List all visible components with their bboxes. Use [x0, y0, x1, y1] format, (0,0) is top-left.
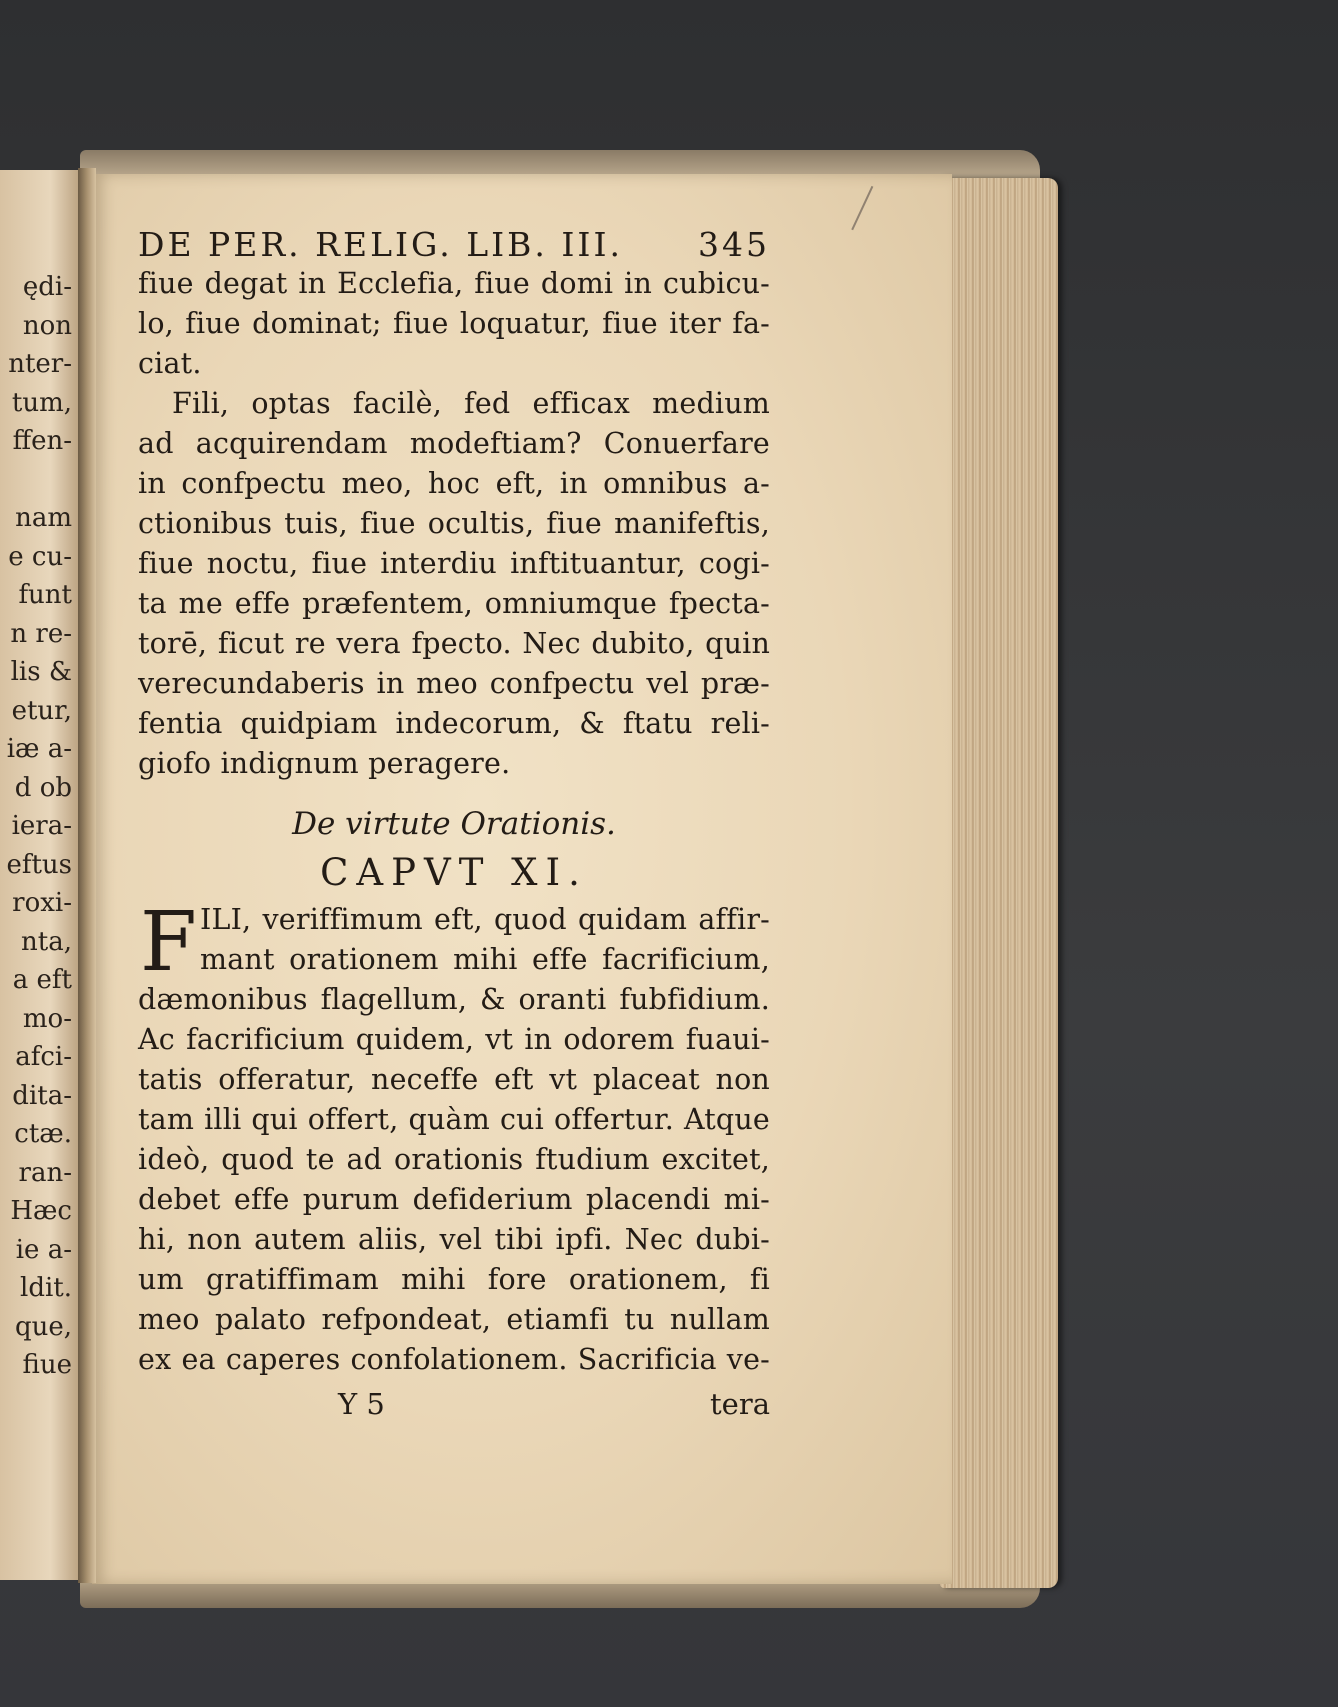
margin-fragment: mo-: [22, 1003, 72, 1034]
margin-fragment: iæ a-: [6, 734, 72, 764]
margin-fragment: Hæc: [10, 1196, 72, 1226]
text-line: meo palato refpondeat, etiamfi tu nullam: [138, 1303, 770, 1336]
drop-cap: F: [140, 895, 197, 990]
text-line: fiue noctu, fiue interdiu inftituantur, cogi-: [138, 547, 770, 580]
text-line: dæmonibus flagellum, & oranti fubfidium.: [138, 983, 770, 1016]
text-line: ex ea caperes confolationem. Sacrificia ve-: [138, 1343, 770, 1376]
text-line: hi, non autem aliis, vel tibi ipfi. Nec dubi-: [138, 1223, 770, 1256]
section-subheading: De virtute Orationis.: [292, 806, 616, 842]
text-line: giofo indignum peragere.: [138, 747, 511, 780]
text-line: um gratiffimam mihi fore orationem, fi: [138, 1263, 770, 1296]
text-line: tatis offeratur, neceffe eft vt placeat non: [138, 1063, 770, 1096]
margin-fragment: n re-: [10, 618, 72, 649]
margin-fragment: eftus: [6, 849, 72, 880]
page-number: 345: [698, 225, 770, 264]
text-line: ad acquirendam modeftiam? Conuerfare: [138, 427, 770, 460]
running-head-title: DE PER. RELIG. LIB. III.: [138, 225, 623, 264]
text-line: ILI, veriffimum eft, quod quidam affir-: [200, 903, 770, 936]
catchword: tera: [710, 1387, 770, 1421]
margin-fragment: e cu-: [8, 541, 72, 572]
margin-fragment: non: [22, 310, 72, 341]
text-line: ta me effe præfentem, omniumque fpecta-: [138, 587, 770, 620]
margin-fragment: tum,: [11, 387, 72, 418]
paragraph-fili: [138, 384, 770, 784]
text-line: lo, fiue dominat; fiue loquatur, fiue iter fa-: [138, 307, 770, 340]
chapter-heading: CAPVT XI.: [320, 851, 588, 894]
margin-fragment: fiue: [22, 1350, 72, 1380]
text-line: verecundaberis in meo confpectu vel præ-: [138, 667, 770, 700]
margin-fragment: afci-: [15, 1042, 72, 1072]
chapter-body: [138, 895, 770, 1380]
margin-fragment: nter-: [8, 349, 72, 379]
text-line: fentia quidpiam indecorum, & ftatu reli-: [138, 707, 770, 740]
text-line: ideò, quod te ad orationis ftudium excitet,: [138, 1143, 770, 1176]
text-line: in confpectu meo, hoc eft, in omnibus a-: [138, 467, 770, 500]
margin-fragment: a eft: [12, 965, 72, 995]
margin-fragment: d ob: [14, 772, 72, 803]
margin-fragment: nam: [15, 503, 72, 533]
paragraph-continued: [138, 264, 770, 384]
margin-fragment: ran-: [18, 1157, 72, 1188]
text-line: Fili, optas facilè, fed efficax medium: [172, 387, 770, 420]
running-head: [138, 212, 770, 264]
text-line: tam illi qui offert, quàm cui offertur. Atque: [138, 1103, 770, 1136]
margin-fragment: ctæ.: [14, 1119, 72, 1149]
margin-fragment: ie a-: [15, 1234, 72, 1265]
margin-fragment: dita-: [12, 1080, 72, 1111]
book-gutter: [78, 168, 96, 1583]
left-page-text-fragments: [0, 268, 72, 1385]
margin-fragment: ffen-: [12, 426, 72, 456]
text-line: fiue degat in Ecclefia, fiue domi in cubicu-: [138, 267, 770, 300]
text-line: debet effe purum defiderium placendi mi-: [138, 1183, 770, 1216]
margin-fragment: que,: [14, 1311, 72, 1342]
text-line: ciat.: [138, 347, 202, 380]
text-line: mant orationem mihi effe facrificium,: [200, 943, 770, 976]
margin-fragment: [0, 461, 72, 500]
text-line: Ac facrificium quidem, vt in odorem fuaui-: [138, 1023, 770, 1056]
signature-mark: Y 5: [338, 1387, 385, 1421]
margin-fragment: etur,: [11, 695, 72, 726]
margin-fragment: iera-: [11, 811, 72, 841]
text-line: torē, ficut re vera fpecto. Nec dubito, quin: [138, 627, 770, 660]
page-footer: [138, 1384, 770, 1424]
margin-fragment: funt: [18, 580, 72, 610]
margin-fragment: nta,: [21, 926, 72, 957]
margin-fragment: ldit.: [20, 1273, 72, 1303]
right-page-text: [138, 212, 770, 1424]
margin-fragment: roxi-: [12, 888, 72, 918]
text-line: ctionibus tuis, fiue ocultis, fiue manifeftis,: [138, 507, 770, 540]
page-edges: [940, 178, 1058, 1588]
margin-fragment: lis &: [10, 657, 72, 687]
margin-fragment: ędi-: [22, 272, 72, 302]
